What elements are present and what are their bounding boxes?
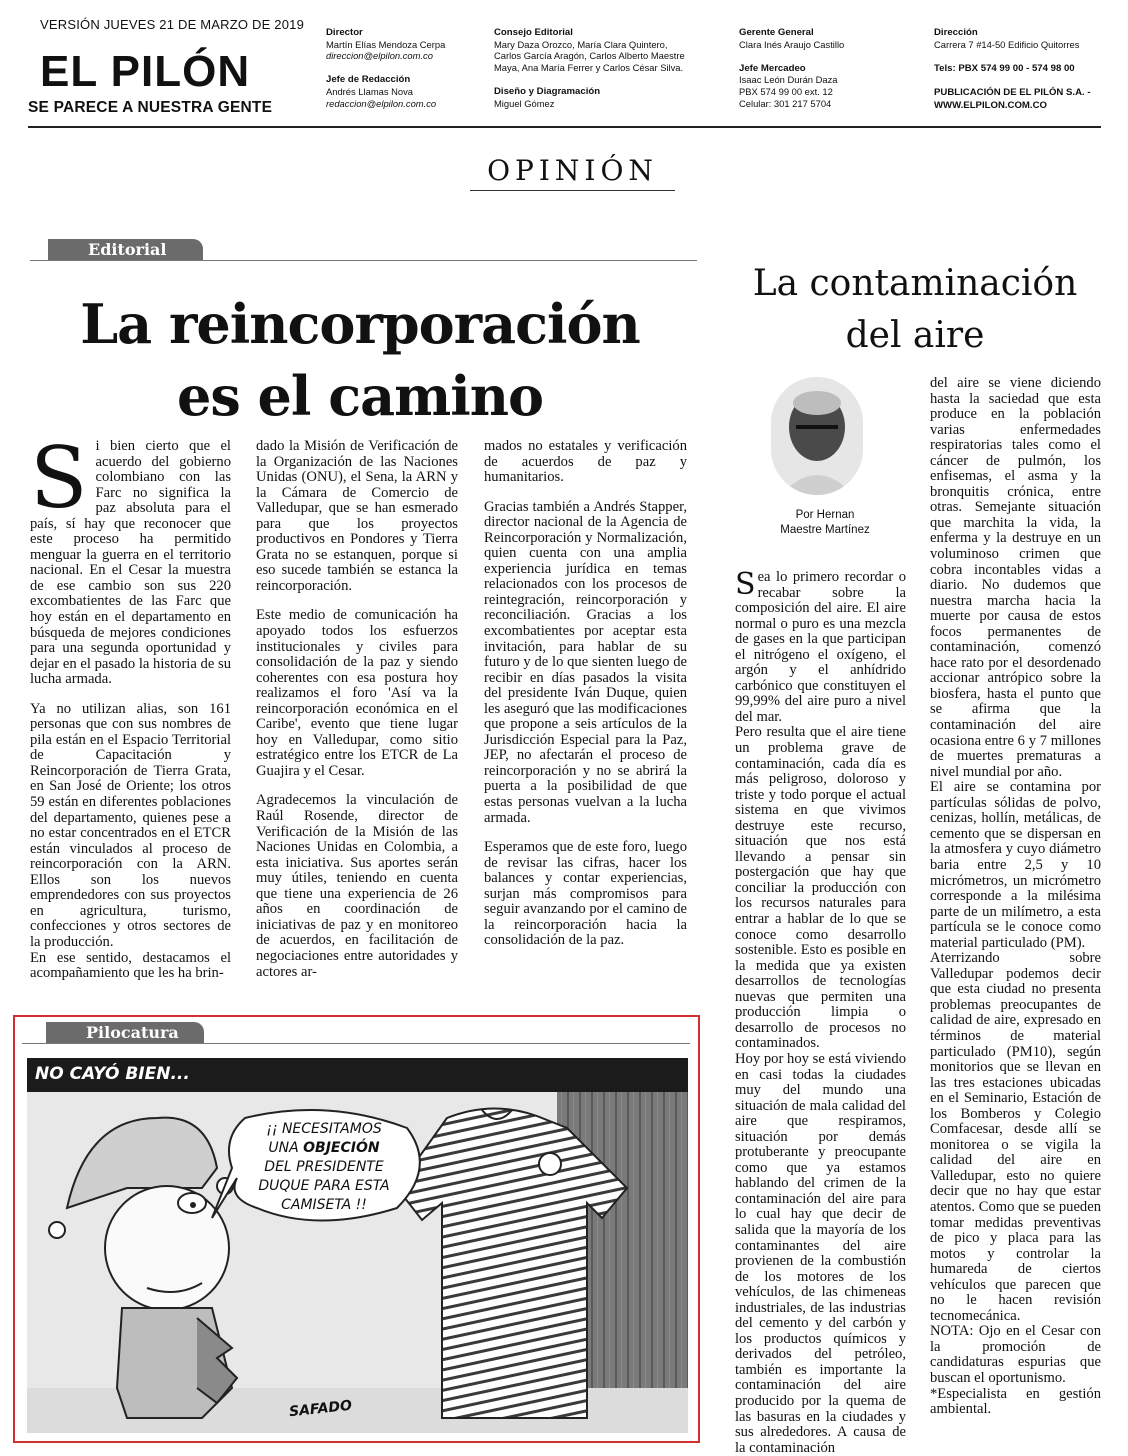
opinion-colB-paragraph-1: del aire se viene diciendo hasta la saciedad que esta produce en la población varias enfermedades respiratorias tales como el cáncer de pulmón, los enfisemas, el asma y la bronquitis crónica, entre otras. Semejante situación que marchita la vida, la enferma y la destruye en un voluminoso crimen que cobra incontables vidas a diario. No dudemos que nuestra marcha hacia la muerte por causa de estos focos permanentes de contaminación, comenzó hace rato por el desordenado accionar antrópico sobre la biosfera, hasta el punto que se afirma que la contaminación del aire ocasiona entre 6 y 7 millones de muertes prematuras a nivel mundial por año. (930, 375, 1101, 780)
editorial-col2-paragraph-1: dado la Misión de Verificación de la Organización de las Naciones Unidas (ONU), el Sena, la ARN y la Cámara de Comercio de Valledupar, que se han esmerado para que los proyectos productivos en Pondores y Tierra Grata no se estanquen, porque si eso sucede también se estanca la reincorporación. (256, 438, 458, 594)
director-label: Director (326, 27, 363, 38)
opinion-colA-paragraph-2: Pero resulta que el aire tiene un problema grave de contaminación, cada día es más peligroso, doloroso y triste y todo porque el actual sistema en que vivimos destruye este recurso, situación que nos está llevando a pensar sin postergación que hay que conciliar la producción con los recursos naturales para entrar a hablar de lo que se conoce como desarrollo sostenible. Esto es posible en la medida que ya existen desarrollos de tecnologías nuevas que permiten una producción limpia o desarrollo de procesos no contaminados. (735, 724, 906, 1052)
opinion-title-line-1: La contaminación (752, 263, 1078, 304)
celular-number: Celular: 301 217 5704 (739, 97, 832, 109)
author-photo (771, 377, 863, 495)
director-name: Martín Elías Mendoza Cerpa (326, 38, 446, 50)
cartoon-tab-label: Pilocatura (86, 1023, 179, 1042)
editorial-headline-line-1: La reincorporación (80, 292, 640, 356)
cartoon-illustration (27, 1058, 688, 1433)
editorial-col3-paragraph-2: Gracias también a Andrés Stapper, director nacional de la Agencia de Reincorporación y Normalización, quien cuenta con una amplia experiencia jurídica en temas relacionados con los procesos de reintegración, reincorporación y reconciliación. Gracias a los excombatientes por aceptar esta invitación, para hablar de su futuro y de lo que sienten luego de recibir en días pasados la visita del presidente Iván Duque, quien les aseguró que las modificaciones que propone a seis artículos de la Jurisdicción Especial para la Paz, JEP, no afectarán el proceso de reincorporación y no se abrirá la puerta a la posibilidad de que estas personas vuelvan a la lucha armada. (484, 498, 687, 826)
consejo-label: Consejo Editorial (494, 27, 573, 38)
editorial-col2-paragraph-3: Agradecemos la vinculación de Raúl Rosende, director de Verificación de la Misión de las Naciones Unidas en Colombia, a esta iniciativa. Sus aportes serán muy útiles, teniendo en cuenta que tiene una experiencia de 26 años en coordinación de iniciativas de paz y en monitoreo de acuerdos, en facilitación de negociaciones entre autoridades y actores ar- (256, 792, 458, 980)
gerente-label: Gerente General (739, 27, 814, 38)
editorial-col1-paragraph-3: En ese sentido, destacamos el acompañamiento que les ha brin- (30, 949, 231, 982)
opinion-dropcap: S (735, 567, 756, 602)
opinion-column-2 (930, 376, 1101, 1418)
editorial-col1-paragraph-2: Ya no utilizan alias, son 161 personas que con sus nombres de pila están en el Espacio Territorial de Capacitación y Reincorporación de Tierra Grata, en San José de Oriente; los otros 59 están en diferentes poblaciones del departamento, quienes pese a no estar concentrados en el ETCR están vinculados al proceso de reincorporación con la ARN. Ellos son los nuevos emprendedores con sus proyectos en agricultura, turismo, confecciones y otros sectores de la producción. (30, 700, 231, 950)
pbx-number: PBX 574 99 00 ext. 12 (739, 85, 833, 97)
opinion-title-line-2: del aire (845, 315, 985, 356)
bubble-line-5: CAMISETA !! (281, 1197, 367, 1213)
editorial-dropcap: S (30, 429, 88, 527)
cartoon-rule (22, 1043, 690, 1044)
editorial-column-2 (256, 439, 458, 994)
opinion-colB-paragraph-3: Aterrizando sobre Valledupar podemos decir que esta ciudad no presenta problemas preocupantes de calidad de aire, expresado en términos de material particulado (PM10), según monitorios que se llevan en las tres estaciones ubicadas en el Seminario, Estación de los Bomberos y Colegio Comfacesar, desde allí se monitorea o se vigila la calidad del aire en Valledupar, esto no quiere decir que no hay que estar atentos. Como que se pueden tomar medidas preventivas de pico y placa para las motos y controlar la humareda de ciertos vehículos que parecen que no le hacen revisión tecnomecánica. (930, 950, 1101, 1324)
section-title-rule (470, 190, 675, 191)
director-email: direccion@elpilon.com.co (326, 50, 433, 62)
editorial-headline-line-2: es el camino (176, 364, 544, 428)
jefe-redaccion-email: redaccion@elpilon.com.co (326, 97, 437, 109)
jefe-redaccion-label: Jefe de Redacción (326, 74, 411, 86)
cartoon-caption: NO CAYÓ BIEN... (35, 1064, 190, 1084)
editorial-rule (30, 260, 697, 261)
edition-date: VERSIÓN JUEVES 21 DE MARZO DE 2019 (40, 17, 304, 32)
opinion-byline (745, 508, 905, 538)
direccion-label: Dirección (934, 27, 978, 38)
editorial-col2-paragraph-2: Este medio de comunicación ha apoyado todos los esfuerzos institucionales y civiles para consolidación de la paz y siendo coherentes con esa postura hoy realizamos el foro 'Así va la reincorporación económica en el Caribe', evento que tiene lugar hoy en Valledupar, como sitio estratégico entre los ETCR de La Guajira y el Cesar. (256, 607, 458, 779)
staff-gerencia (739, 26, 909, 109)
newspaper-logo: EL PILÓN (40, 47, 251, 96)
author-line-2: Maestre Martínez (780, 524, 870, 536)
editorial-col1-paragraph-1: i bien cierto que el acuerdo del gobierno colombiano con las Farc no significa la paz absoluta para el país, sí hay que reconocer que este proceso ha permitido menguar la guerra en el territorio nacional. En el Cesar la muestra de ese cambio son sus 220 excombatientes de las Farc que hoy están en el departamento en búsqueda de mejores condiciones para una segunda oportunidad y dejar en el pasado la historia de su lucha armada. (30, 438, 231, 688)
opinion-colA-paragraph-1: ea lo primero recordar o recabar sobre la composición del aire. El aire normal o puro es una mezcla de gases en la que participan el nitrógeno el oxígeno, el argón y el anhídrido carbónico que constituyen el 99,99% del aire puro a nivel del mar. (735, 569, 906, 725)
editorial-column-3 (484, 439, 687, 963)
masthead-rule (28, 126, 1101, 128)
bubble-line-3: DEL PRESIDENTE (264, 1159, 384, 1175)
cartoonist-signature: SAFADO (288, 1397, 353, 1421)
tels: Tels: PBX 574 99 00 - 574 98 00 (934, 62, 1075, 74)
cartoon-tab (46, 1022, 204, 1044)
staff-director (326, 26, 476, 109)
diseno-name: Miguel Gómez (494, 97, 555, 109)
bubble-line-2b: OBJECIÓN (303, 1140, 380, 1156)
publicacion-line-2: WWW.ELPILON.COM.CO (934, 99, 1047, 111)
opinion-colB-paragraph-4: NOTA: Ojo en el Cesar con la promoción de candidaturas espurias que buscan el oportunismo. (930, 1323, 1101, 1386)
cartoon-panel (27, 1058, 688, 1433)
staff-direccion (934, 26, 1104, 111)
section-title: OPINIÓN (487, 154, 658, 187)
newspaper-tagline: SE PARECE A NUESTRA GENTE (28, 99, 273, 116)
staff-consejo (494, 26, 724, 109)
gerente-name: Clara Inés Araujo Castillo (739, 38, 845, 50)
editorial-col3-paragraph-3: Esperamos que de este foro, luego de revisar las cifras, hacer los balances y contar experiencias, surjan más compromisos para seguir avanzando por el camino de la reincorporación hacia la consolidación de la paz. (484, 839, 688, 949)
editorial-tab (48, 239, 203, 261)
bubble-line-1: ¡¡ NECESITAMOS (266, 1121, 382, 1137)
opinion-colB-paragraph-5: *Especialista en gestión ambiental. (930, 1385, 1101, 1418)
author-portrait (771, 377, 863, 495)
speech-bubble-text (239, 1120, 409, 1215)
opinion-colB-paragraph-2: El aire se contamina por partículas sólidas de polvo, cenizas, hollín, metálicas, de cemento que se dispersan en la atmosfera y cuyo diámetro baria entre 2,5 y 10 micrómetros, un micrómetro corresponde a la milésima parte de un milímetro, a esta partícula se le conoce como material particulado (PM). (930, 779, 1101, 951)
opinion-column-1 (735, 567, 906, 1456)
diseno-label: Diseño y Diagramación (494, 85, 601, 97)
opinion-colA-paragraph-3: Hoy por hoy se está viviendo en casi todas la ciudades muy del mundo una situación de mala calidad del aire que respiramos, situación por demás protuberante y preocupante como que ya estamos hablando del crimen de la contaminación del aire para lo cual hay que decir de salida que la mayoría de los contaminantes del aire provienen de la combustión de los motores de los vehículos, de las chimeneas industriales, de las industrias del cemento y del carbón y los productos químicos y derivados del petróleo, también es importante la contaminación del aire producido por la quema de las basuras en la ciudades y sus alrededores. A causa de la contaminación (735, 1050, 906, 1456)
bubble-line-4: DUQUE PARA ESTA (258, 1178, 390, 1194)
bubble-line-2a: UNA (268, 1140, 304, 1156)
consejo-line-2: Carlos García Aragón, Carlos Alberto Maestre (494, 50, 685, 62)
author-line-1: Por Hernan (795, 509, 855, 521)
consejo-line-1: Mary Daza Orozco, María Clara Quintero, (494, 38, 668, 50)
consejo-line-3: Maya, Ana María Ferrer y Carlos César Silva. (494, 61, 684, 73)
opinion-title (720, 258, 1110, 362)
editorial-headline (40, 288, 680, 432)
editorial-tab-label: Editorial (88, 240, 167, 259)
direccion-value: Carrera 7 #14-50 Edificio Quitorres (934, 38, 1080, 50)
editorial-col3-paragraph-1: mados no estatales y verificación de acuerdos de paz y humanitarios. (484, 438, 687, 486)
publicacion-line-1: PUBLICACIÓN DE EL PILÓN S.A. - (934, 86, 1091, 98)
jefe-mercadeo-name: Isaac León Durán Daza (739, 74, 838, 86)
jefe-mercadeo-label: Jefe Mercadeo (739, 62, 806, 74)
jefe-redaccion-name: Andrés Llamas Nova (326, 85, 414, 97)
editorial-column-1 (30, 429, 231, 996)
